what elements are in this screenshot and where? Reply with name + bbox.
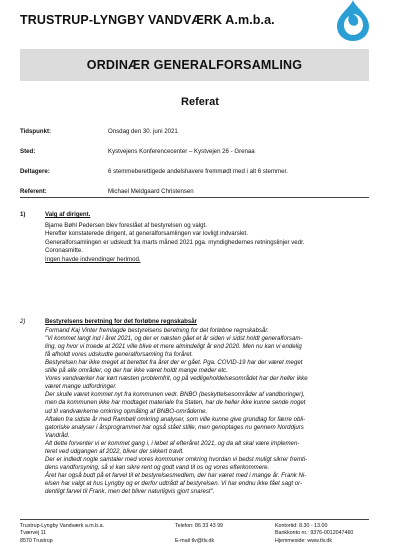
footer-line: Kontortid: 8.30 - 13.00	[275, 523, 328, 529]
footer-line: Telefon: 86 33 43 99	[175, 523, 224, 529]
text-line: Aftalen fra sidste år med Rambøll omkring analyser, som ville kunne give grundlag for færre obli-	[45, 415, 306, 423]
text-line: Året har også budt på et farvel til et bestyrelsesmedlem, der har været med i mange år. Frank Ni-	[45, 471, 307, 479]
section-2	[20, 318, 370, 496]
meta-value: Onsdag den 30. juni 2021	[108, 128, 178, 135]
meta-row-time	[20, 128, 370, 148]
meta-value: Kystvejens Konferencecenter – Kystvejen 26 - Grenaa	[108, 148, 255, 155]
section-1-body	[45, 222, 370, 265]
document-title: ORDINÆR GENERALFORSAMLING	[86, 58, 303, 72]
meta-value: Michael Meldgaard Christensen	[108, 188, 194, 195]
meta-label: Deltagere:	[20, 168, 50, 175]
section-number: 2)	[20, 318, 26, 325]
text-line: "Vi kommet langt ind i året 2021, og der er næsten gået et år siden vi sidst holdt generalforsam-	[45, 335, 303, 343]
footer-line: Trustrup-Lyngby Vandværk a.m.b.a.	[20, 523, 104, 529]
text-line: men da kommunen ikke har modtaget materiale fra Staten, har de heller ikke kunne sende noget	[45, 399, 306, 407]
text-line: Vandråd.	[45, 431, 70, 439]
text-line: dens vandforsyning, så vi kan sikre rent og godt vand til os og vores efterkommere.	[45, 463, 270, 471]
footer-contact	[175, 523, 223, 545]
section-1	[20, 211, 370, 265]
text-line: dentligt farvel til Frank, men det bliver naturligvis gjort snarest".	[45, 487, 215, 495]
meeting-info	[20, 128, 370, 208]
footer-line: Bankkonto nr.: 9376-0012047460	[275, 530, 354, 537]
text-line: få afholdt vores udskudte generalforsamling fra foråret.	[45, 351, 194, 359]
meta-row-place	[20, 148, 370, 168]
separator-line	[20, 197, 369, 198]
text-line: ling, og hvor vi troede at 2021 ville blive et mere almindeligt år end 2020. Men nu kan vi endelig	[45, 343, 302, 351]
text-line: Coronasmitte.	[45, 247, 83, 255]
text-line: Generalforsamlingen er udskudt fra marts måned 2021 pga. myndighedernes retningslinjer vedr.	[45, 238, 305, 246]
footer-line: Tværvej 11	[20, 530, 47, 537]
document-subtitle: Referat	[181, 96, 219, 108]
meta-value: 6 stemmeberettigede andelshavere fremmødt med i alt 6 stemmer.	[108, 168, 288, 175]
text-line: teret ved udgangen af 2022, bliver der sikkert travlt.	[45, 447, 184, 455]
text-line: været mange udfordringer.	[45, 383, 117, 391]
footer-separator	[20, 519, 369, 520]
meta-label: Tidspunkt:	[20, 128, 52, 135]
org-name: TRUSTRUP-LYNGBY VANDVÆRK A.m.b.a.	[20, 13, 275, 27]
text-line: Ingen havde indvendinger herimod.	[45, 255, 141, 263]
footer-line	[175, 530, 223, 537]
section-title: Bestyrelsens beretning for det forløbne regnskabsår	[45, 318, 198, 325]
meta-label: Sted:	[20, 148, 36, 155]
text-line: Der er indledt nogle samtaler med vores kommuner omkring hvordan vi bedst muligt sikrer fremti-	[45, 455, 308, 463]
meta-row-participants	[20, 168, 370, 188]
footer-address	[20, 523, 104, 545]
title-band	[20, 49, 369, 81]
text-line: Herefter konstaterede dirigent, at generalforsamlingen var lovligt indvarslet.	[45, 230, 248, 238]
text-line: elsen har valgt at hus Lyngby og er derfor udtrådt af bestyrelsen. Vi har endnu ikke fået sagt or-	[45, 479, 303, 487]
section-2-body	[45, 327, 370, 496]
text-line: Bestyrelsen har ikke meget at berettet fra året der er gået. Pga. COVID-19 har der været meget	[45, 359, 303, 367]
section-number: 1)	[20, 211, 26, 218]
water-drop-logo-icon	[333, 0, 373, 42]
text-line: Der skulle været kommet nyt fra kommunen vedr. BNBO (beskyttelsesområder af vandboringer),	[45, 391, 305, 399]
text-line: Alt dette forventer vi er kommet gang i, i løbet af efteråret 2021, og da alt skal være implemen-	[45, 439, 300, 447]
text-line: Bjarne Bøhl Pedersen blev foreslået af bestyrelsen og valgt.	[45, 221, 207, 229]
text-line: stille på alle områder, og der har ikke været holdt mange møder etc.	[45, 367, 228, 375]
text-line: Vores vandværker har kørt næsten problemfrit, og på vedligeholdelsesområdet har der heller ikke	[45, 375, 308, 383]
text-line: gatoriske analyser i årsprogrammet har også stået stille, men genoptages nu gennem Norddjurs	[45, 423, 304, 431]
meta-row-minutes-taker	[20, 188, 370, 208]
footer-line: Hjemmeside: www.tlv.dk	[275, 537, 333, 544]
footer-info	[275, 523, 353, 545]
text-line: Formand Kaj Vinter fremlagde bestyrelsens beretning for det forløbne regnskabsår.	[45, 327, 269, 335]
footer-line: 8570 Trustrup	[20, 537, 53, 544]
meta-label: Referent:	[20, 188, 47, 195]
text-line: ud til vandværkerne omkring opmåling af BNBO-områderne.	[45, 407, 208, 415]
footer-line: E-mail tlv@tlv.dk	[175, 537, 215, 544]
section-title: Valg af dirigent.	[45, 211, 91, 218]
